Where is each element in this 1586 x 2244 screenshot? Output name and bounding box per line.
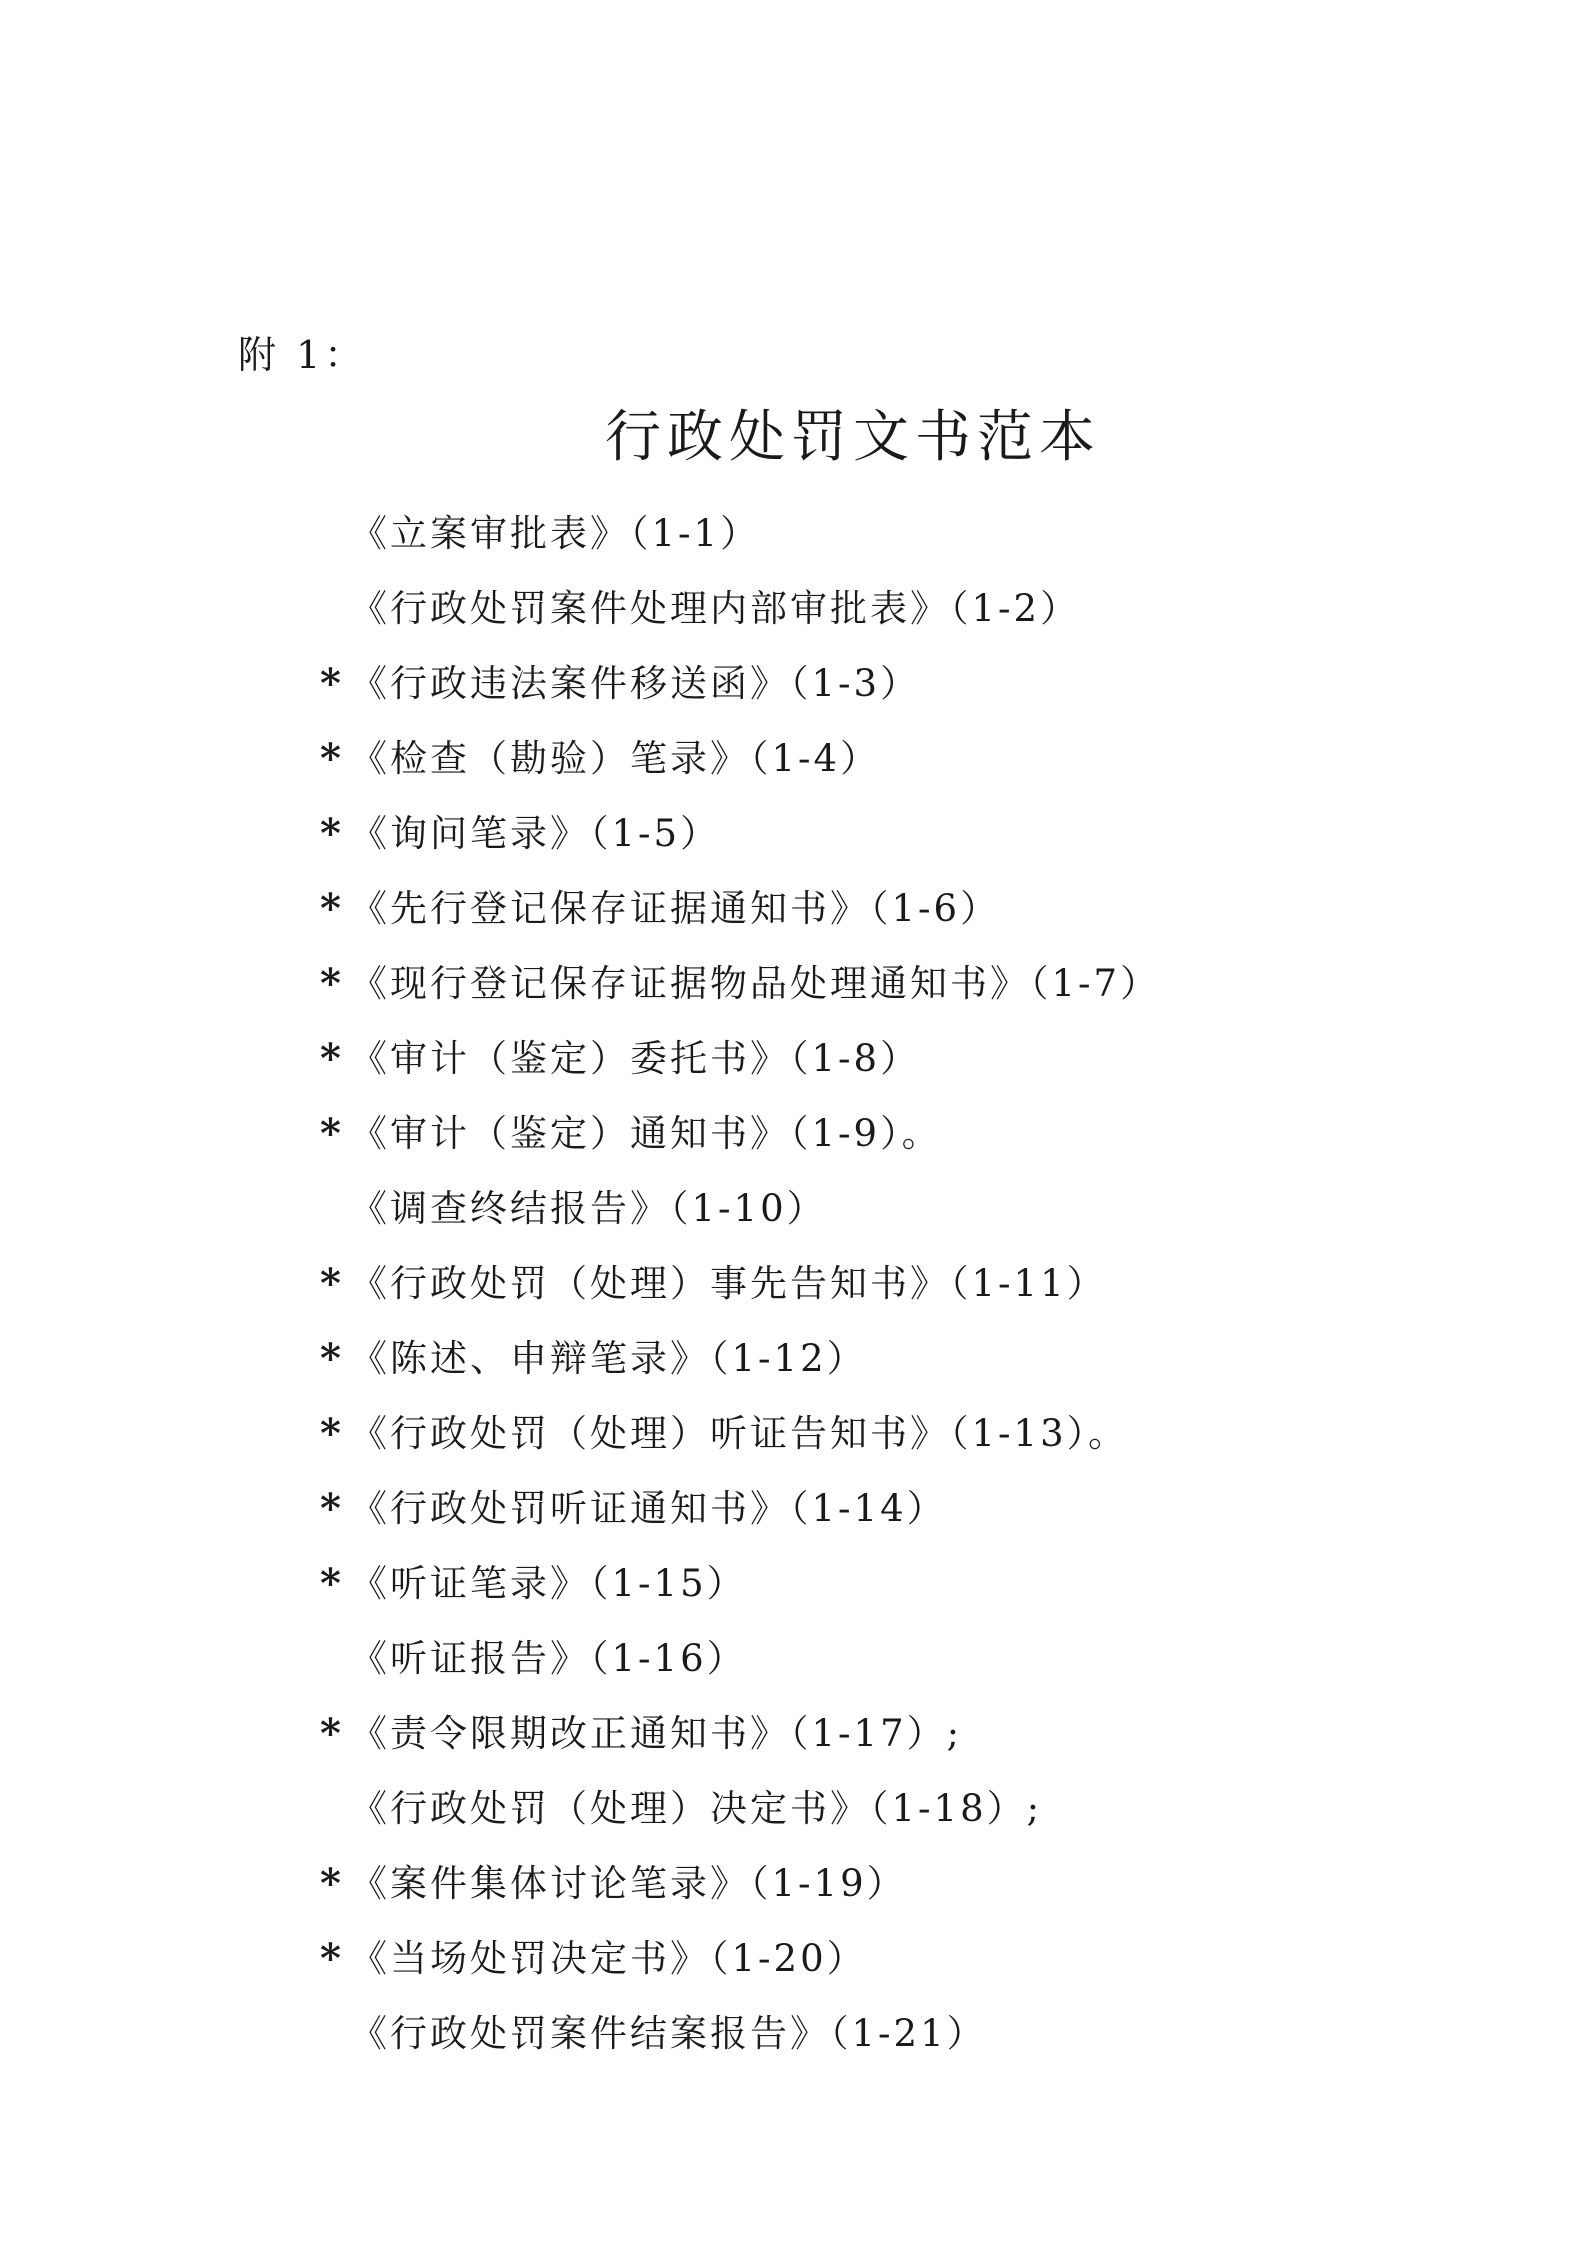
item-text: 《询问笔录》（1-5）: [350, 812, 721, 855]
list-item: [0, 946, 1586, 1021]
item-marker: *: [320, 660, 344, 707]
item-text: 《先行登记保存证据通知书》（1-6）: [350, 887, 1001, 930]
list-item: [0, 1321, 1586, 1396]
item-marker: *: [320, 1560, 344, 1607]
item-marker: *: [320, 960, 344, 1007]
item-text: 《审计（鉴定）委托书》（1-8）: [350, 1037, 921, 1080]
item-text: 《陈述、申辩笔录》（1-12）: [350, 1337, 867, 1380]
item-text: 《听证报告》（1-16）: [350, 1637, 747, 1680]
document-title: 行政处罚文书范本: [605, 405, 1101, 470]
list-item: [0, 1171, 1586, 1246]
list-item: [0, 1471, 1586, 1546]
item-marker: *: [320, 810, 344, 857]
list-item: [0, 1396, 1586, 1471]
item-text: 《行政处罚听证通知书》（1-14）: [350, 1487, 947, 1530]
item-text: 《责令限期改正通知书》（1-17）;: [350, 1712, 963, 1755]
item-marker: *: [320, 1035, 344, 1082]
list-item: [0, 796, 1586, 871]
list-item: [0, 646, 1586, 721]
item-text: 《行政违法案件移送函》（1-3）: [350, 662, 921, 705]
list-item: [0, 1771, 1586, 1846]
item-marker: *: [320, 1260, 344, 1307]
list-item: [0, 1246, 1586, 1321]
document-list: [0, 496, 1586, 2071]
item-text: 《听证笔录》（1-15）: [350, 1562, 747, 1605]
list-item: [0, 1696, 1586, 1771]
item-text: 《调查终结报告》（1-10）: [350, 1187, 827, 1230]
item-text: 《行政处罚案件结案报告》（1-21）: [350, 2012, 987, 2055]
list-item: [0, 496, 1586, 571]
list-item: [0, 571, 1586, 646]
item-text: 《审计（鉴定）通知书》（1-9）。: [350, 1112, 942, 1155]
list-item: [0, 871, 1586, 946]
item-marker: *: [320, 1710, 344, 1757]
appendix-label: 附 1：: [238, 333, 367, 377]
item-text: 《行政处罚（处理）事先告知书》（1-11）: [350, 1262, 1107, 1305]
item-marker: *: [320, 1860, 344, 1907]
item-text: 《立案审批表》（1-1）: [350, 512, 761, 555]
list-item: [0, 1846, 1586, 1921]
item-marker: *: [320, 735, 344, 782]
item-marker: *: [320, 1110, 344, 1157]
item-text: 《案件集体讨论笔录》（1-19）: [350, 1862, 907, 1905]
item-text: 《检查（勘验）笔录》（1-4）: [350, 737, 881, 780]
list-item: [0, 1621, 1586, 1696]
item-marker: *: [320, 1335, 344, 1382]
item-text: 《当场处罚决定书》（1-20）: [350, 1937, 867, 1980]
item-text: 《现行登记保存证据物品处理通知书》（1-7）: [350, 962, 1161, 1005]
item-marker: *: [320, 1485, 344, 1532]
list-item: [0, 1921, 1586, 1996]
list-item: [0, 1546, 1586, 1621]
item-marker: *: [320, 885, 344, 932]
item-marker: *: [320, 1410, 344, 1457]
list-item: [0, 721, 1586, 796]
item-marker: *: [320, 1935, 344, 1982]
item-text: 《行政处罚（处理）决定书》（1-18）;: [350, 1787, 1043, 1830]
item-text: 《行政处罚（处理）听证告知书》（1-13）。: [350, 1412, 1129, 1455]
item-text: 《行政处罚案件处理内部审批表》（1-2）: [350, 587, 1081, 630]
list-item: [0, 1096, 1586, 1171]
list-item: [0, 1996, 1586, 2071]
list-item: [0, 1021, 1586, 1096]
